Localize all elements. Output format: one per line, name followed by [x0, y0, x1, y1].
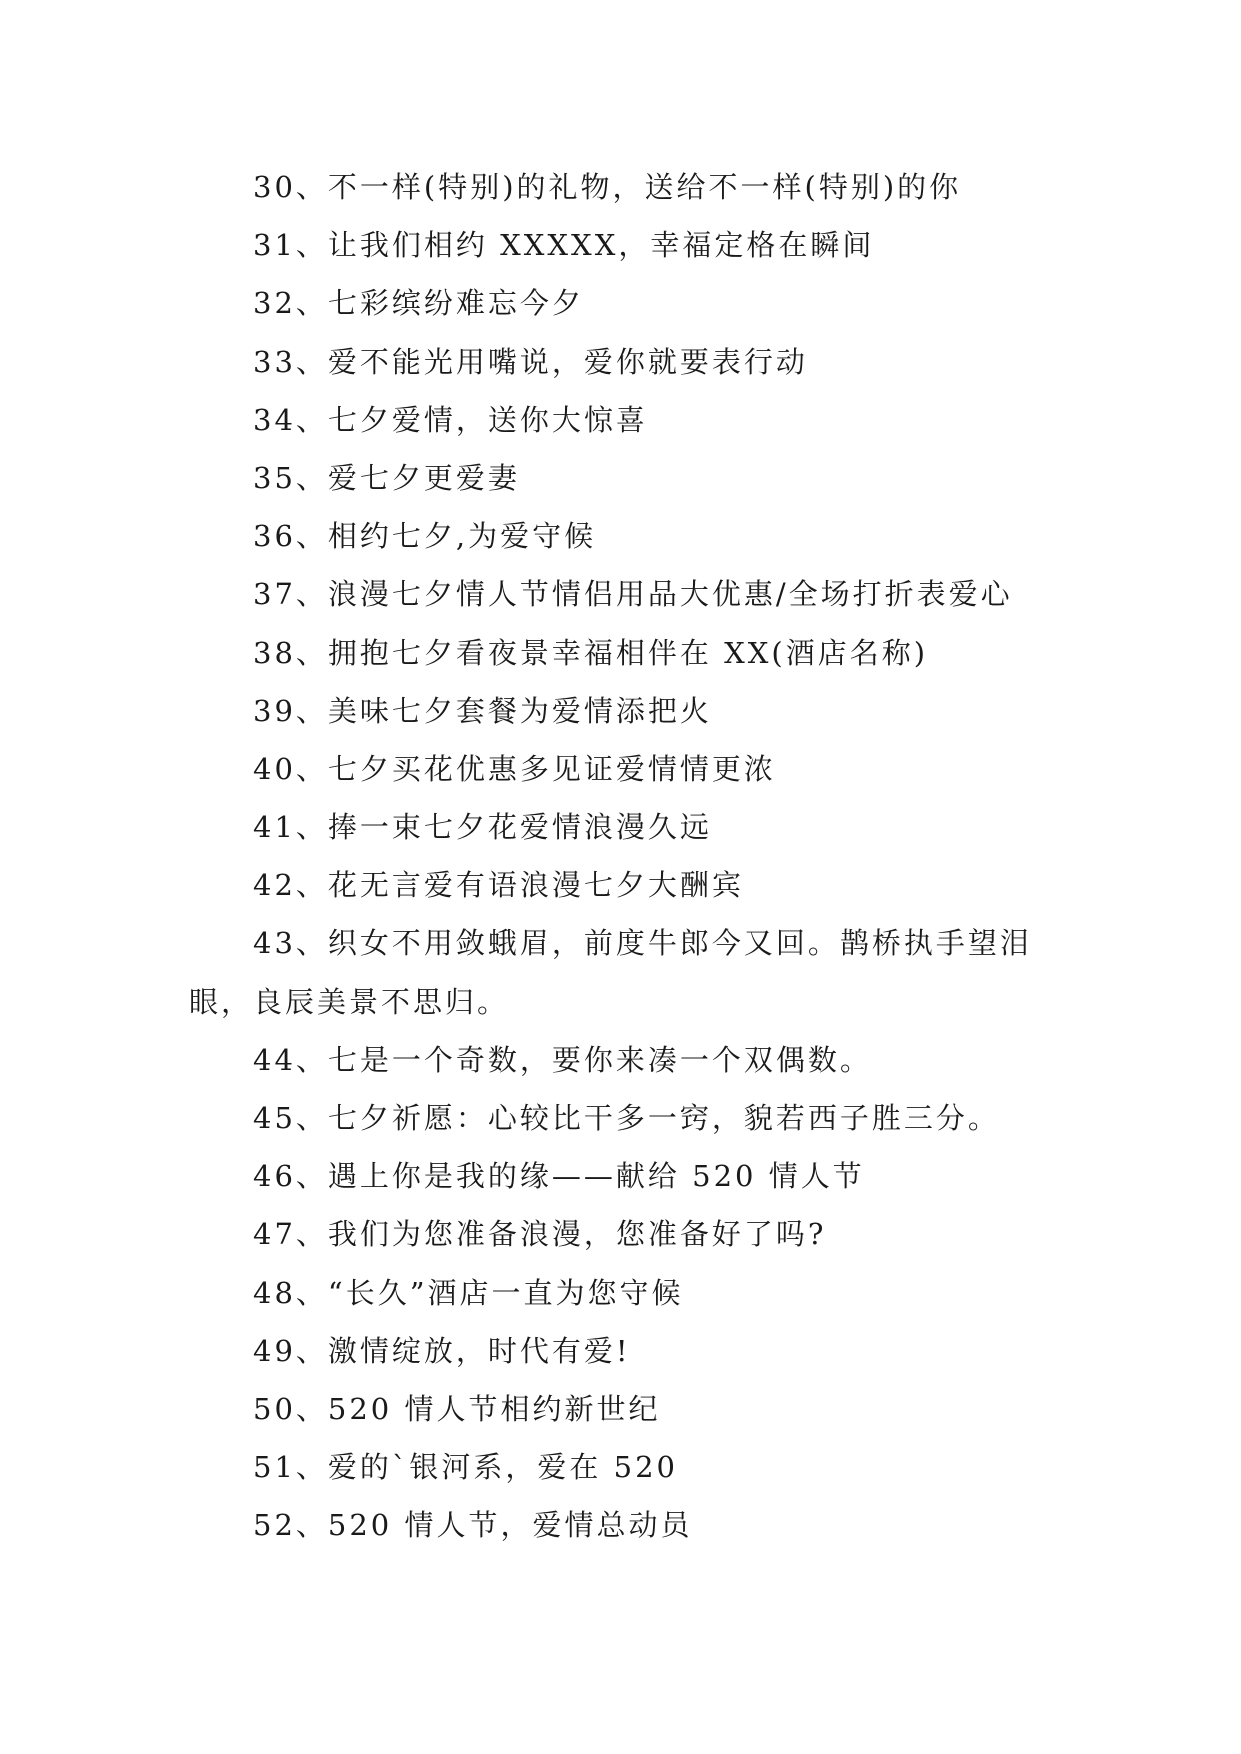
list-item-43-line1: 43、织女不用敛蛾眉，前度牛郎今又回。鹊桥执手望泪	[253, 926, 1032, 961]
list-item-52: 52、520 情人节，爱情总动员	[253, 1508, 693, 1543]
list-item-46: 46、遇上你是我的缘——献给 520 情人节	[253, 1159, 865, 1194]
list-item-40: 40、七夕买花优惠多见证爱情情更浓	[253, 751, 776, 786]
list-item-42: 42、花无言爱有语浪漫七夕大酬宾	[253, 868, 744, 903]
list-item-31: 31、让我们相约 XXXXX，幸福定格在瞬间	[253, 228, 875, 263]
list-item-41: 41、捧一束七夕花爱情浪漫久远	[253, 810, 712, 845]
slogan-list	[189, 158, 1059, 1555]
list-item-35: 35、爱七夕更爱妻	[253, 460, 520, 495]
list-item-43-line2: 眼，良辰美景不思归。	[189, 984, 510, 1019]
list-item-44: 44、七是一个奇数，要你来凑一个双偶数。	[253, 1042, 872, 1077]
list-item-39: 39、美味七夕套餐为爱情添把火	[253, 693, 712, 728]
list-item-32: 32、七彩缤纷难忘今夕	[253, 286, 584, 321]
list-item-34: 34、七夕爱情，送你大惊喜	[253, 402, 648, 437]
list-item-43	[189, 914, 1059, 1030]
list-item-36: 36、相约七夕,为爱守候	[253, 519, 597, 554]
list-item-38: 38、拥抱七夕看夜景幸福相伴在 XX(酒店名称)	[253, 635, 929, 670]
list-item-47: 47、我们为您准备浪漫，您准备好了吗?	[253, 1217, 827, 1252]
list-item-45: 45、七夕祈愿：心较比干多一窍，貌若西子胜三分。	[253, 1101, 1000, 1135]
list-item-33: 33、爱不能光用嘴说，爱你就要表行动	[253, 344, 808, 379]
list-item-30: 30、不一样(特别)的礼物，送给不一样(特别)的你	[253, 170, 962, 204]
list-item-51: 51、爱的`银河系，爱在 520	[253, 1450, 678, 1485]
list-item-48: 48、“长久”酒店一直为您守候	[253, 1275, 684, 1310]
list-item-37: 37、浪漫七夕情人节情侣用品大优惠/全场打折表爱心	[253, 577, 1013, 612]
list-item-49: 49、激情绽放，时代有爱!	[253, 1333, 631, 1368]
list-item-50: 50、520 情人节相约新世纪	[253, 1391, 661, 1426]
